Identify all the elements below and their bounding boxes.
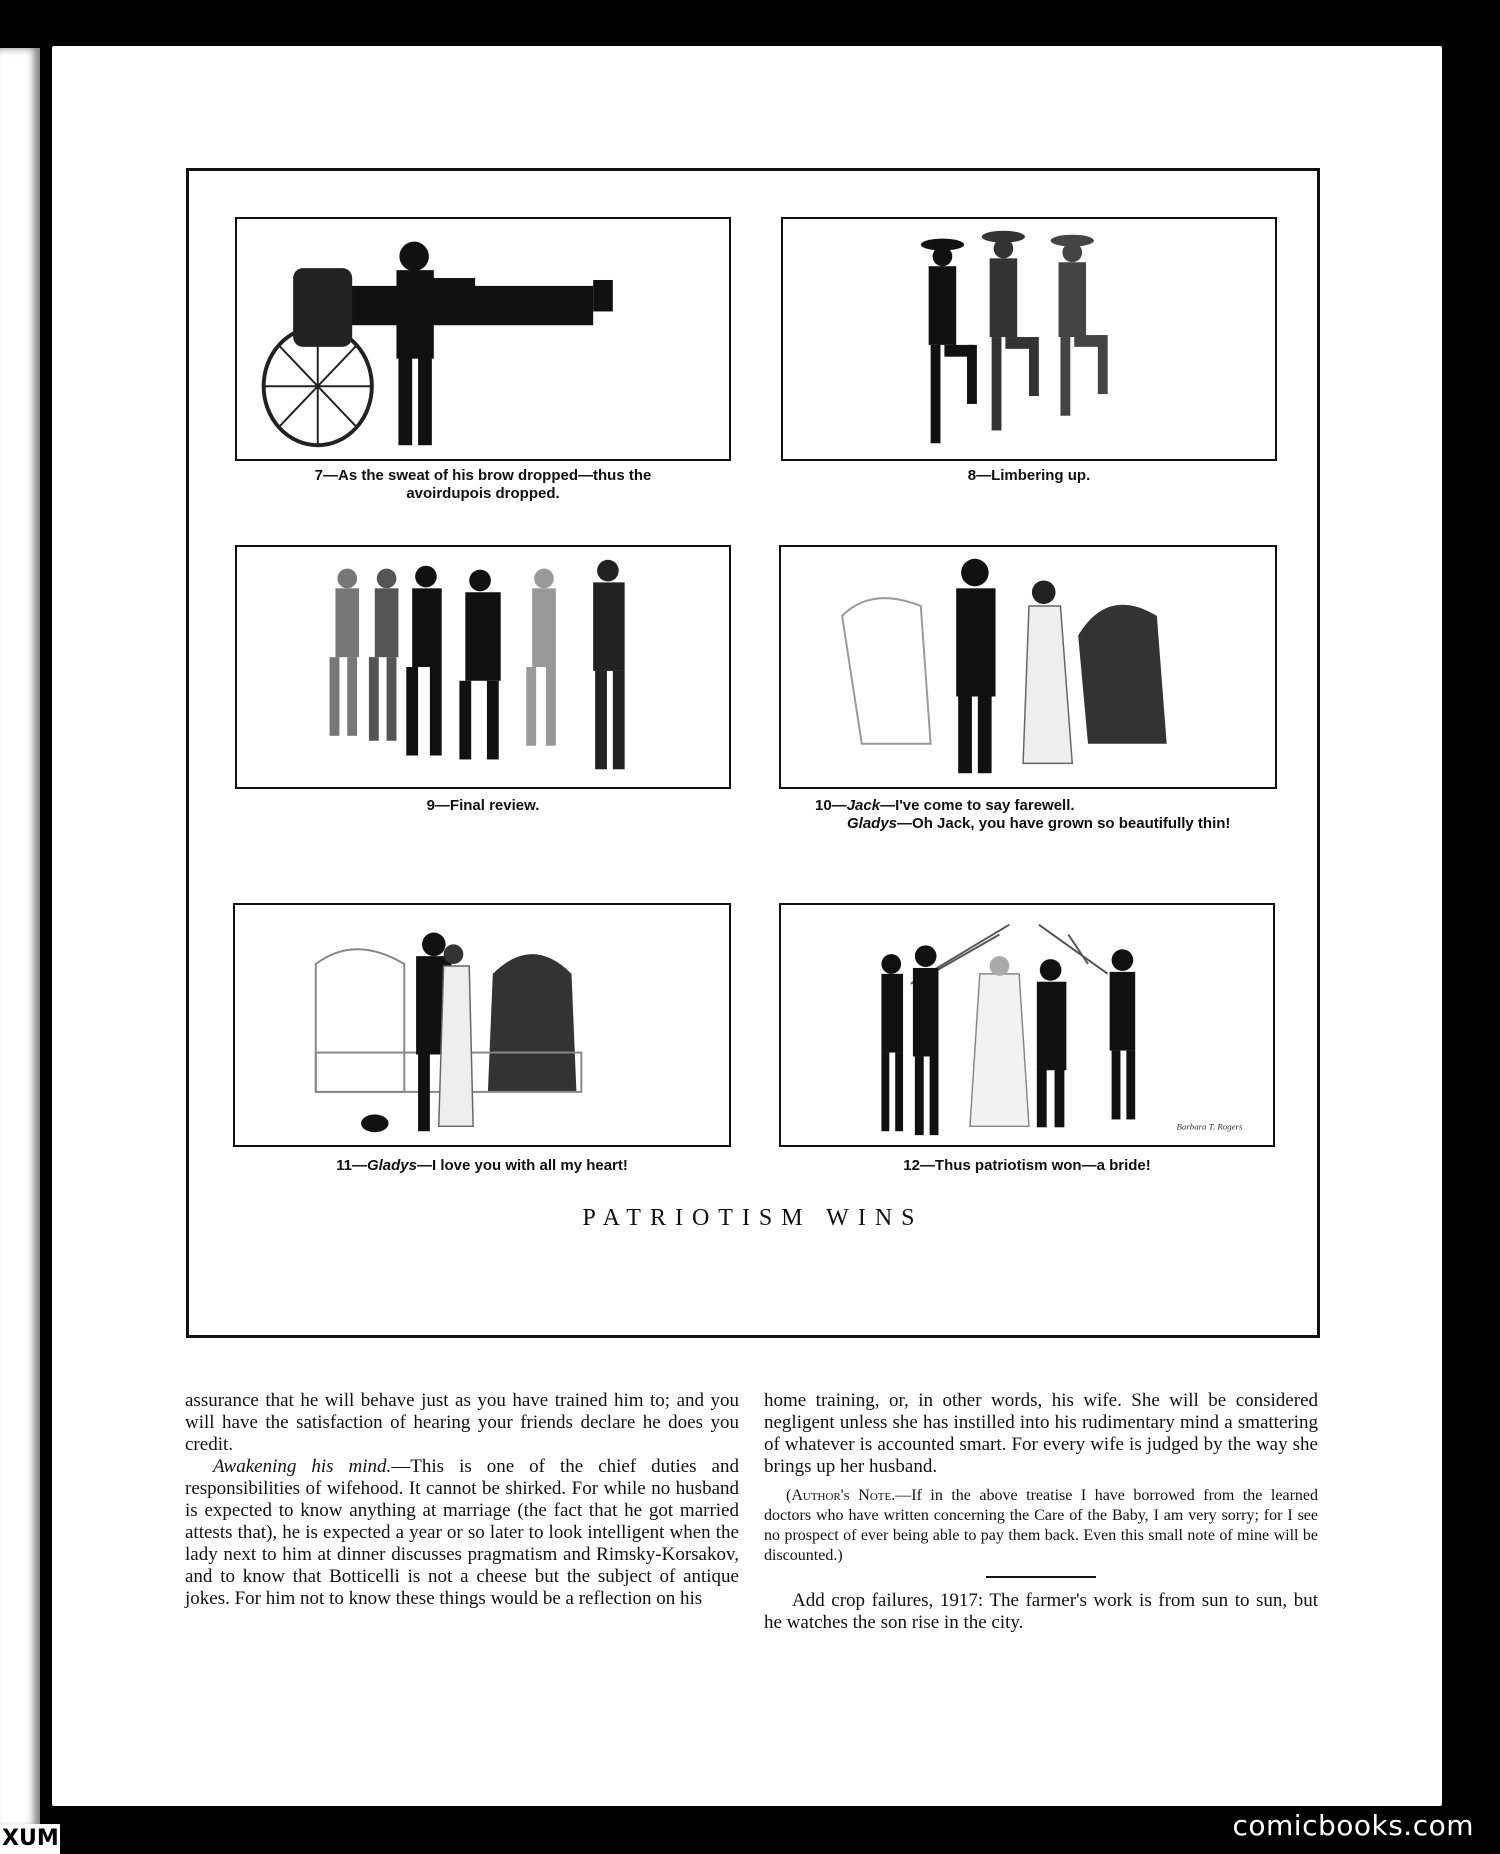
panel-12-caption-line1: 12—Thus patriotism won—a bride! xyxy=(903,1157,1151,1174)
left-paragraph-2-text: —This is one of the chief duties and responsibilities of wifehood. It cannot be shirked. For while no husband is expected to know anything at marriage (the fact that he got married attests that), he is expected a year or so later to look intelligent when the lady next to him at dinner discusses pragmatism and Rimsky-Korsakov, and to know that Botticelli is not a cheese but the subject of antique jokes. For him not to know these things would be a reflection on his xyxy=(185,1456,739,1609)
magazine-page xyxy=(52,46,1442,1806)
crop-failures-paragraph: Add crop failures, 1917: The farmer's work is from sun to sun, but he watches the son rise in the city. xyxy=(764,1590,1318,1633)
section-divider xyxy=(986,1576,1096,1578)
corner-tag: XUM xyxy=(0,1824,60,1854)
panel-8-caption xyxy=(781,467,1277,485)
panel-10-speaker-jack: Jack xyxy=(846,797,881,814)
right-text-column xyxy=(764,1390,1318,1634)
panel-11-illustration xyxy=(233,903,731,1147)
panel-11-caption xyxy=(233,1157,731,1175)
panel-9-caption-line1: 9—Final review. xyxy=(426,797,540,814)
awakening-his-mind-heading: Awakening his mind. xyxy=(213,1456,392,1477)
panel-12-artist-signature: Barbara T. Rogers xyxy=(1176,1121,1243,1132)
panel-7-illustration xyxy=(235,217,731,461)
site-watermark: comicbooks.com xyxy=(1232,1809,1474,1842)
panel-7-caption xyxy=(235,467,731,503)
panel-9-caption xyxy=(235,797,731,815)
soldiers-review-drawing xyxy=(237,547,729,787)
panel-9-illustration xyxy=(235,545,731,789)
panel-12-illustration xyxy=(779,903,1275,1147)
panel-7-caption-line1: 7—As the sweat of his brow dropped—thus the xyxy=(314,467,652,484)
cannon-soldier-drawing xyxy=(237,219,729,459)
three-soldiers-marching-drawing xyxy=(783,219,1275,459)
panel-10-speaker-gladys: Gladys xyxy=(847,815,898,832)
left-paragraph-1: assurance that he will behave just as you have trained him to; and you will have the satisfaction of hearing your friends declare he does you credit. xyxy=(185,1390,739,1455)
panel-10-gladys-line: —Oh Jack, you have grown so beautifully thin! xyxy=(897,815,1231,832)
authors-note-text: —If in the above treatise I have borrowed from the learned doctors who have written concerning the Care of the Baby, I am very sorry; for I see no prospect of ever being able to pay them back. Even this small note of mine will be discounted.) xyxy=(764,1487,1318,1564)
right-paragraph-1: home training, or, in other words, his wife. She will be considered negligent unless she has instilled into his rudimentary mind a smattering of whatever is accounted smart. For every wife is judged by the way she brings up her husband. xyxy=(764,1390,1318,1477)
authors-note-lead: (Author's Note. xyxy=(786,1487,896,1504)
panel-10-caption-line1 xyxy=(779,797,1277,815)
panel-7-caption-line2: avoirdupois dropped. xyxy=(406,485,560,502)
left-paragraph-2 xyxy=(185,1456,739,1610)
panel-11-caption-line1 xyxy=(233,1157,731,1175)
panel-8-caption-line1: 8—Limbering up. xyxy=(967,467,1091,484)
embrace-on-sofa-drawing xyxy=(235,905,729,1145)
panel-12-caption xyxy=(779,1157,1275,1175)
panel-11-gladys-line: —I love you with all my heart! xyxy=(417,1157,628,1174)
panel-8-illustration xyxy=(781,217,1277,461)
panel-10-caption xyxy=(779,797,1277,833)
panel-11-speaker-gladys: Gladys xyxy=(366,1157,417,1174)
jack-and-gladys-farewell-drawing xyxy=(781,547,1275,787)
panel-10-caption-line2 xyxy=(779,815,1277,833)
panel-11-number: 11— xyxy=(336,1157,367,1174)
panel-10-jack-line: —I've come to say farewell. xyxy=(880,797,1075,814)
left-text-column xyxy=(185,1390,739,1610)
panel-10-illustration xyxy=(779,545,1277,789)
comic-title: PATRIOTISM WINS xyxy=(582,1205,924,1231)
authors-note xyxy=(764,1486,1318,1566)
panel-10-number: 10— xyxy=(815,797,847,814)
previous-page-edge xyxy=(0,48,40,1828)
wedding-sword-arch-drawing xyxy=(781,905,1273,1145)
comic-strip-frame xyxy=(186,168,1320,1338)
